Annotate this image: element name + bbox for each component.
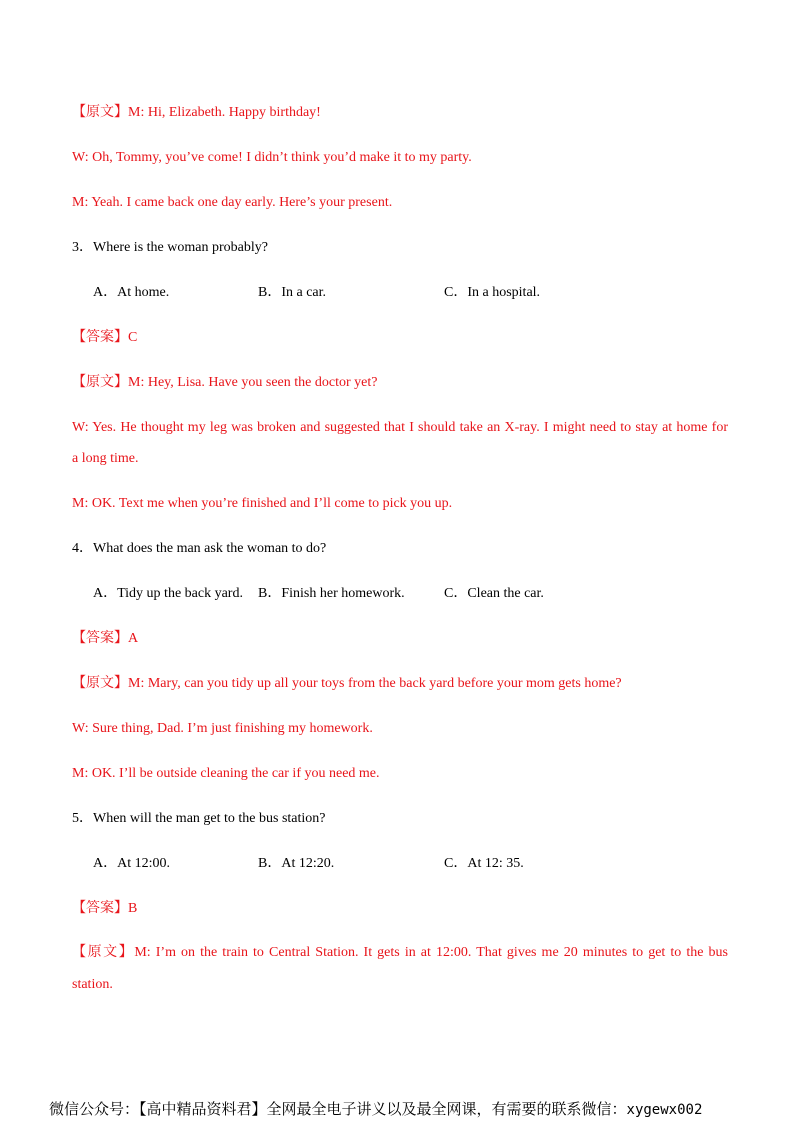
question-5: 5．When will the man get to the bus station? (72, 811, 326, 826)
transcript-line: 【原文】M: Mary, can you tidy up all your toys from the back yard before your mom gets home? (72, 676, 622, 691)
option-b: B．In a car. (258, 285, 327, 300)
transcript-line: M: Yeah. I came back one day early. Here’s your present. (72, 195, 393, 210)
transcript-line: W: Yes. He thought my leg was broken and suggested that I should take an X-ray. I might need to stay at home for (72, 420, 728, 435)
option-c: C．Clean the car. (444, 586, 544, 601)
option-b: B．Finish her homework. (258, 586, 405, 601)
question-4: 4．What does the man ask the woman to do? (72, 541, 327, 556)
option-c: C．In a hospital. (444, 285, 541, 300)
transcript-line: 【原文】M: I’m on the train to Central Station. It gets in at 12:00. That gives me 20 minutes to get to the bus (72, 945, 728, 960)
footer-text: 微信公众号：【高中精品资料君】全网最全电子讲义以及最全网课，有需要的联系微信： (49, 1100, 627, 1118)
transcript-line: 【原文】M: Hey, Lisa. Have you seen the doctor yet? (72, 375, 378, 390)
answer-5: 【答案】B (72, 901, 138, 916)
transcript-line: M: OK. Text me when you’re finished and I’ll come to pick you up. (72, 496, 453, 511)
transcript-line: W: Sure thing, Dad. I’m just finishing my homework. (72, 721, 373, 736)
transcript-line: a long time. (72, 451, 139, 466)
option-a: A．At 12:00. (93, 856, 170, 871)
transcript-line: 【原文】M: Hi, Elizabeth. Happy birthday! (72, 105, 321, 120)
transcript-line: M: OK. I’ll be outside cleaning the car if you need me. (72, 766, 380, 781)
footer-notice (49, 1099, 702, 1120)
option-a: A．Tidy up the back yard. (93, 586, 243, 601)
answer-4: 【答案】A (72, 631, 139, 646)
footer-wechat-id: xygewx002 (626, 1102, 703, 1118)
transcript-line: W: Oh, Tommy, you’ve come! I didn’t think you’d make it to my party. (72, 150, 472, 165)
answer-3: 【答案】C (72, 330, 138, 345)
option-b: B．At 12:20. (258, 856, 335, 871)
transcript-line: station. (72, 977, 113, 992)
question-3: 3．Where is the woman probably? (72, 240, 268, 255)
option-a: A．At home. (93, 285, 170, 300)
option-c: C．At 12: 35. (444, 856, 524, 871)
